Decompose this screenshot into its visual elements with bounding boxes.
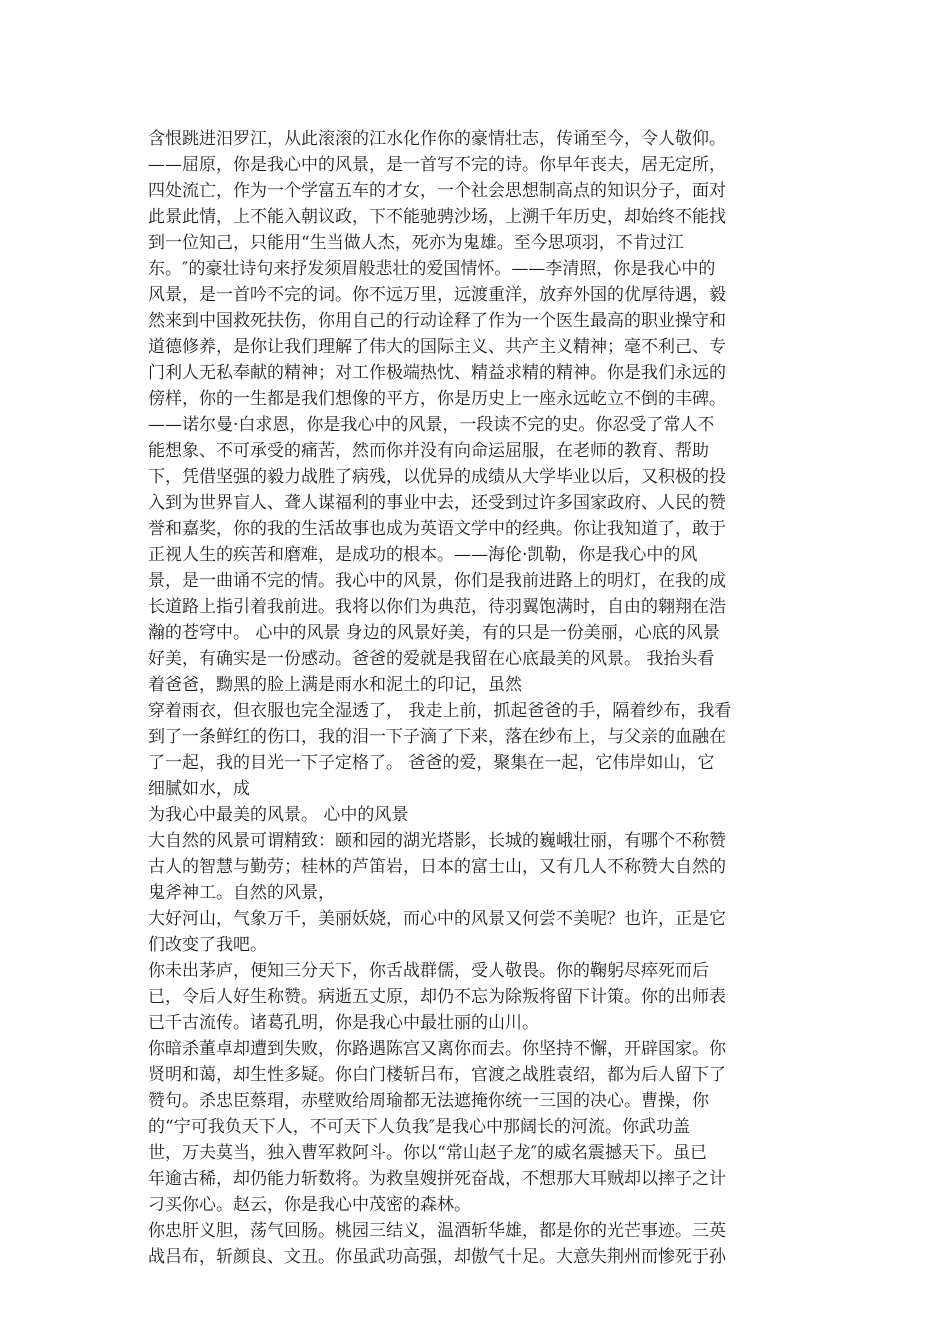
text-line: 赞句。杀忠臣蔡瑁，赤壁败给周瑜都无法遮掩你统一三国的决心。曹操，你 [148,1091,709,1111]
text-line: ——诺尔曼·白求恩，你是我心中的风景，一段读不完的史。你忍受了常人不 [148,415,715,435]
text-line: 的“宁可我负天下人，不可天下人负我″是我心中那阔长的河流。你武功盖 [148,1117,691,1137]
text-line: 门利人无私奉献的精神；对工作极端热忱、精益求精的精神。你是我们永远的 [148,363,726,383]
text-line: 风景，是一首吟不完的词。你不远万里，远渡重洋，放弃外国的优厚待遇，毅 [148,285,726,305]
text-line: 细腻如水，成 [148,779,250,799]
text-line: 穿着雨衣，但衣服也完全湿透了， 我走上前，抓起爸爸的手，隔着纱布，我看 [148,701,732,721]
text-line: 傍样，你的一生都是我们想像的平方，你是历史上一座永远屹立不倒的丰碑。 [148,389,726,409]
text-line: 世，万夫莫当，独入曹军救阿斗。你以“常山赵子龙″的威名震撼天下。虽已 [148,1143,708,1163]
text-line: 誉和嘉奖，你的我的生活故事也成为英语文学中的经典。你让我知道了，敢于 [148,519,726,539]
text-line: 到一位知己，只能用“生当做人杰，死亦为鬼雄。至今思项羽，不肯过江 [148,233,684,253]
text-line: 大好河山，气象万千，美丽妖娆，而心中的风景又何尝不美呢？也许，正是它 [148,909,726,929]
text-line: 正视人生的疾苦和磨难，是成功的根本。——海伦·凯勒，你是我心中的风 [148,545,698,565]
text-line: 长道路上指引着我前进。我将以你们为典范，待羽翼饱满时，自由的翱翔在浩 [148,597,726,617]
text-line: 此景此情，上不能入朝议政，下不能驰骋沙场，上溯千年历史，却始终不能找 [148,207,726,227]
text-line: 瀚的苍穹中。 心中的风景 身边的风景好美，有的只是一份美丽，心底的风景 [148,623,720,643]
text-line: 已，令后人好生称赞。病逝五丈原，却仍不忘为除叛将留下计策。你的出师表 [148,987,726,1007]
text-line: 年逾古稀，却仍能力斩数将。为救皇嫂拼死奋战，不想那大耳贼却以摔子之计 [148,1169,726,1189]
text-line: 道德修养，是你让我们理解了伟大的国际主义、共产主义精神；毫不利己、专 [148,337,726,357]
text-line: 然来到中国救死扶伤，你用自己的行动诠释了作为一个医生最高的职业操守和 [148,311,726,331]
text-line: 到了一条鲜红的伤口，我的泪一下子滴了下来，落在纱布上，与父亲的血融在 [148,727,726,747]
text-line: 鬼斧神工。自然的风景， [148,883,335,903]
text-line: 古人的智慧与勤劳；桂林的芦笛岩，日本的富士山，又有几人不称赞大自然的 [148,857,726,877]
text-line: 为我心中最美的风景。 心中的风景 [148,805,409,825]
text-line: 你暗杀董卓却遭到失败，你路遇陈宫又离你而去。你坚持不懈，开辟国家。你 [148,1039,726,1059]
text-line: 贤明和蔼，却生性多疑。你白门楼斩吕布，官渡之战胜袁绍，都为后人留下了 [148,1065,726,1085]
text-line: 大自然的风景可谓精致：颐和园的湖光塔影，长城的巍峨壮丽，有哪个不称赞 [148,831,726,851]
text-line: 们改变了我吧。 [148,935,267,955]
text-line: 了一起，我的目光一下子定格了。 爸爸的爱，聚集在一起，它伟岸如山，它 [148,753,715,773]
text-line: 景，是一曲诵不完的情。我心中的风景，你们是我前进路上的明灯，在我的成 [148,571,726,591]
text-line: 入到为世界盲人、聋人谋福利的事业中去，还受到过许多国家政府、人民的赞 [148,493,726,513]
text-line: 已千古流传。诸葛孔明，你是我心中最壮丽的山川。 [148,1013,539,1033]
text-line: 四处流亡，作为一个学富五车的才女，一个社会思想制高点的知识分子，面对 [148,181,726,201]
text-line: 东。″的豪壮诗句来抒发须眉般悲壮的爱国情怀。——李清照，你是我心中的 [148,259,716,279]
text-line: 刁买你心。赵云，你是我心中茂密的森林。 [148,1195,471,1215]
text-line: 好美，有确实是一份感动。爸爸的爱就是我留在心底最美的风景。 我抬头看 [148,649,715,669]
text-line: 你未出茅庐，便知三分天下，你舌战群儒，受人敬畏。你的鞠躬尽瘁死而后 [148,961,709,981]
text-line: ——屈原，你是我心中的风景，是一首写不完的诗。你早年丧夫，居无定所， [148,155,726,175]
text-line: 下，凭借坚强的毅力战胜了病残，以优异的成绩从大学毕业以后，又积极的投 [148,467,726,487]
text-line: 能想象、不可承受的痛苦，然而你并没有向命运屈服，在老师的教育、帮助 [148,441,709,461]
document-body [148,126,808,1270]
text-line: 着爸爸，黝黑的脸上满是雨水和泥土的印记，虽然 [148,675,522,695]
text-line: 战吕布，斩颜良、文丑。你虽武功高强，却傲气十足。大意失荆州而惨死于孙 [148,1247,726,1267]
text-line: 含恨跳进汨罗江，从此滚滚的江水化作你的豪情壮志，传诵至今，令人敬仰。 [148,129,726,149]
text-line: 你忠肝义胆，荡气回肠。桃园三结义，温酒斩华雄，都是你的光芒事迹。三英 [148,1221,726,1241]
